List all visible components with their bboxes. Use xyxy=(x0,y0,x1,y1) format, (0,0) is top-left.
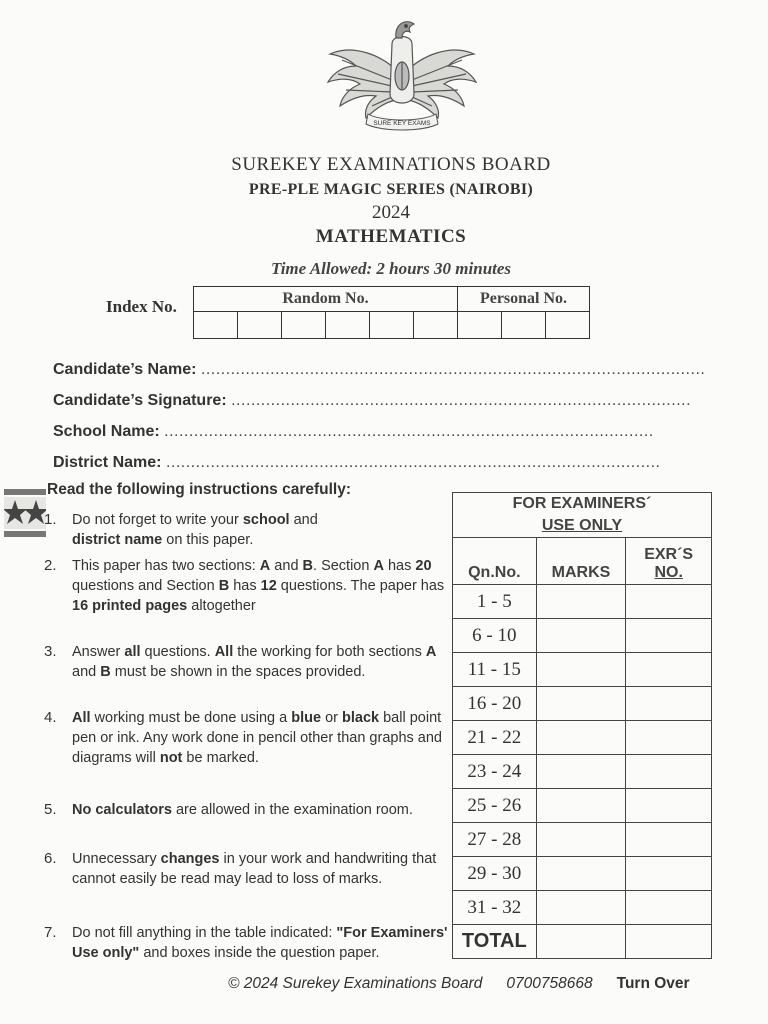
candidate-name-field[interactable] xyxy=(53,361,705,379)
copyright-text: © 2024 Surekey Examinations Board xyxy=(228,975,483,992)
question-range: 16 - 20 xyxy=(453,687,537,721)
instruction-text: Do not fill anything in the table indicated: "For Examiners' Use only" and boxes inside the question paper. xyxy=(72,925,448,961)
total-label: TOTAL xyxy=(453,925,537,959)
examiners-table-title: FOR EXAMINERS´ USE ONLY xyxy=(453,493,712,538)
series-name: PRE-PLE MAGIC SERIES (NAIROBI) xyxy=(248,181,534,198)
instruction-number: 4. xyxy=(44,709,57,726)
marks-cell[interactable] xyxy=(536,891,626,925)
instruction-text: This paper has two sections: A and B. Section A has 20 questions and Section B has 12 questions. The paper has 16 printed pages altogether xyxy=(72,558,445,614)
question-range: 31 - 32 xyxy=(453,891,537,925)
instruction-number: 7. xyxy=(44,924,57,941)
question-number-header: Qn.No. xyxy=(453,538,537,585)
examiner-number-header: EXR´S NO. xyxy=(626,538,712,585)
instruction-item xyxy=(44,642,454,682)
question-range: 29 - 30 xyxy=(453,857,537,891)
marks-cell[interactable] xyxy=(536,687,626,721)
marks-cell[interactable] xyxy=(536,653,626,687)
index-digit-box[interactable] xyxy=(326,312,370,339)
marks-header: MARKS xyxy=(536,538,626,585)
marks-cell[interactable] xyxy=(536,755,626,789)
marks-cell[interactable] xyxy=(536,789,626,823)
instruction-item xyxy=(44,708,454,768)
instruction-text: Unnecessary changes in your work and handwriting that cannot easily be read may lead to loss of marks. xyxy=(72,851,437,887)
index-digit-box[interactable] xyxy=(458,312,502,339)
table-row xyxy=(453,789,712,823)
question-range: 27 - 28 xyxy=(453,823,537,857)
instruction-item xyxy=(44,800,454,820)
index-digit-box[interactable] xyxy=(282,312,326,339)
district-name-label: District Name: xyxy=(53,454,162,471)
question-range: 21 - 22 xyxy=(453,721,537,755)
index-digit-box[interactable] xyxy=(370,312,414,339)
marks-cell[interactable] xyxy=(536,857,626,891)
marks-cell[interactable] xyxy=(536,585,626,619)
marks-cell[interactable] xyxy=(536,721,626,755)
marks-cell[interactable] xyxy=(536,823,626,857)
page-footer xyxy=(228,975,690,993)
fill-line: ...................................................................................................... xyxy=(200,361,706,378)
question-range: 11 - 15 xyxy=(453,653,537,687)
examiners-table xyxy=(452,492,712,959)
random-number-header: Random No. xyxy=(194,287,458,312)
candidate-signature-label: Candidate’s Signature: xyxy=(53,392,227,409)
question-range: 6 - 10 xyxy=(453,619,537,653)
total-row xyxy=(453,925,712,959)
total-examiner-cell[interactable] xyxy=(626,925,712,959)
candidate-name-label: Candidate’s Name: xyxy=(53,361,197,378)
examiner-cell[interactable] xyxy=(626,789,712,823)
fill-line: ................................................................................................... xyxy=(164,423,654,440)
instruction-number: 1. xyxy=(44,511,57,528)
index-digit-box[interactable] xyxy=(414,312,458,339)
total-marks-cell[interactable] xyxy=(536,925,626,959)
index-label: Index No. xyxy=(106,297,177,316)
question-range: 1 - 5 xyxy=(453,585,537,619)
exam-year: 2024 xyxy=(372,202,410,223)
examiner-cell[interactable] xyxy=(626,823,712,857)
question-range: 23 - 24 xyxy=(453,755,537,789)
examiner-cell[interactable] xyxy=(626,891,712,925)
instruction-number: 2. xyxy=(44,557,57,574)
emblem-text: SURE KEY EXAMS xyxy=(373,120,431,127)
instruction-item xyxy=(44,556,454,616)
instruction-text: All working must be done using a blue or black ball point pen or ink. Any work done in pencil other than graphs and diagrams will not be marked. xyxy=(72,710,442,766)
instruction-number: 5. xyxy=(44,801,57,818)
district-name-field[interactable] xyxy=(53,454,660,472)
instructions-heading: Read the following instructions carefully: xyxy=(47,481,352,498)
school-name-field[interactable] xyxy=(53,423,654,441)
board-emblem xyxy=(322,14,482,132)
table-row xyxy=(453,823,712,857)
star-icon xyxy=(4,489,46,537)
index-number-table xyxy=(193,286,590,339)
examiner-cell[interactable] xyxy=(626,687,712,721)
turn-over-text: Turn Over xyxy=(616,975,690,992)
examiner-cell[interactable] xyxy=(626,585,712,619)
table-row xyxy=(453,755,712,789)
instruction-number: 3. xyxy=(44,643,57,660)
table-row xyxy=(453,891,712,925)
instruction-item xyxy=(44,849,454,889)
subject-title: MATHEMATICS xyxy=(315,226,467,247)
marks-cell[interactable] xyxy=(536,619,626,653)
table-row xyxy=(453,653,712,687)
table-row xyxy=(453,687,712,721)
time-allowed: Time Allowed: 2 hours 30 minutes xyxy=(270,259,512,278)
examiner-cell[interactable] xyxy=(626,619,712,653)
instruction-number: 6. xyxy=(44,850,57,867)
table-row xyxy=(453,721,712,755)
personal-number-header: Personal No. xyxy=(458,287,590,312)
instruction-text: Answer all questions. All the working for both sections A and B must be shown in the spaces provided. xyxy=(72,644,437,680)
index-digit-box[interactable] xyxy=(194,312,238,339)
examiner-cell[interactable] xyxy=(626,857,712,891)
fill-line: ............................................................................................. xyxy=(231,392,692,409)
table-row xyxy=(453,585,712,619)
examiner-cell[interactable] xyxy=(626,653,712,687)
question-range: 25 - 26 xyxy=(453,789,537,823)
table-row xyxy=(453,619,712,653)
instruction-text: No calculators are allowed in the examination room. xyxy=(72,802,413,818)
table-row xyxy=(453,857,712,891)
instruction-item xyxy=(44,510,454,550)
index-digit-box[interactable] xyxy=(238,312,282,339)
school-name-label: School Name: xyxy=(53,423,160,440)
candidate-signature-field[interactable] xyxy=(53,392,691,410)
fill-line: .................................................................................................... xyxy=(165,454,661,471)
examiner-cell[interactable] xyxy=(626,755,712,789)
instruction-item xyxy=(44,923,454,963)
board-name: SUREKEY EXAMINATIONS BOARD xyxy=(231,154,551,175)
index-digit-box[interactable] xyxy=(546,312,590,339)
instruction-text: Do not forget to write your school and district name on this paper. xyxy=(72,512,318,548)
examiner-cell[interactable] xyxy=(626,721,712,755)
phone-number: 0700758668 xyxy=(506,975,593,992)
index-digit-box[interactable] xyxy=(502,312,546,339)
